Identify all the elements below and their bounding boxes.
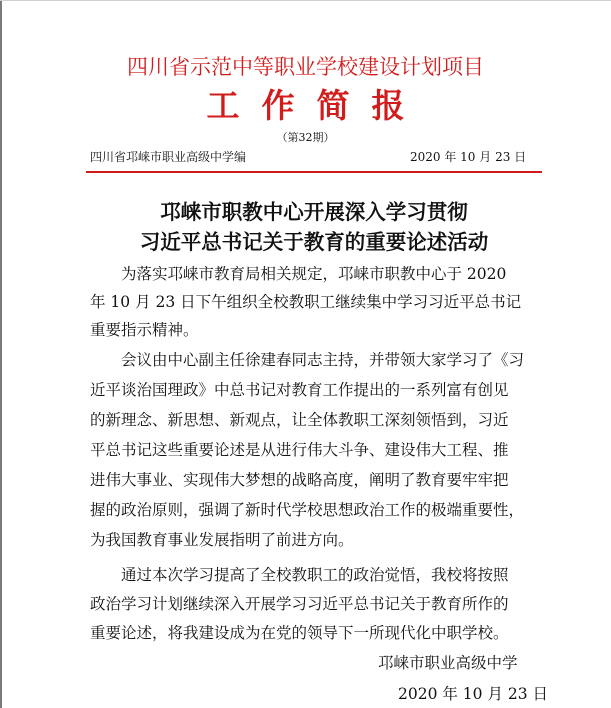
- paragraph-line: 会议由中心副主任徐建春同志主持，并带领大家学习了《习: [121, 351, 525, 369]
- project-title: 四川省示范中等职业学校建设计划项目: [127, 55, 484, 79]
- paragraph-line: 近平谈治国理政》中总书记对教育工作提出的一系列富有创见: [90, 381, 509, 399]
- paragraph-line: 进伟大事业、实现伟大梦想的战略高度，阐明了教育要牢牢把: [90, 471, 509, 489]
- paragraph-line: 通过本次学习提高了全校教职工的政治觉悟，我校将按照: [121, 566, 509, 584]
- paragraph-line: 为落实邛崃市教育局相关规定，邛崃市职教中心于 2020: [121, 265, 507, 283]
- bulletin-title: 工作简报: [206, 86, 427, 125]
- paragraph-line: 握的政治原则，强调了新时代学校思想政治工作的极端重要性，: [90, 501, 525, 519]
- signature-school: 邛崃市职业高级中学: [378, 654, 518, 672]
- red-divider-line: [86, 171, 542, 173]
- paragraph-line: 为我国教育事业发展指明了前进方向。: [90, 531, 354, 549]
- paragraph-line: 的新理念、新思想、新观点，让全体教职工深刻领悟到，习近: [90, 411, 509, 429]
- paragraph-line: 年 10 月 23 日下午组织全校教职工继续集中学习习近平总书记: [90, 293, 522, 311]
- publish-date: 2020 年 10 月 23 日: [410, 150, 527, 164]
- issue-number: （第32期）: [276, 131, 335, 144]
- page-top-edge: [0, 0, 611, 1]
- article-title-line-1: 邛崃市职教中心开展深入学习贯彻: [160, 200, 468, 224]
- signature-date: 2020 年 10 月 23 日: [398, 685, 549, 703]
- paragraph-line: 平总书记这些重要论述是从进行伟大斗争、建设伟大工程、推: [90, 441, 509, 459]
- publisher-label: 四川省邛崃市职业高级中学编: [90, 150, 247, 164]
- paragraph-line: 重要论述，将我建设成为在党的领导下一所现代化中职学校。: [90, 624, 509, 642]
- paragraph-line: 政治学习计划继续深入开展学习习近平总书记关于教育所作的: [90, 595, 509, 613]
- paragraph-line: 重要指示精神。: [90, 321, 199, 339]
- article-title-line-2: 习近平总书记关于教育的重要论述活动: [139, 230, 489, 254]
